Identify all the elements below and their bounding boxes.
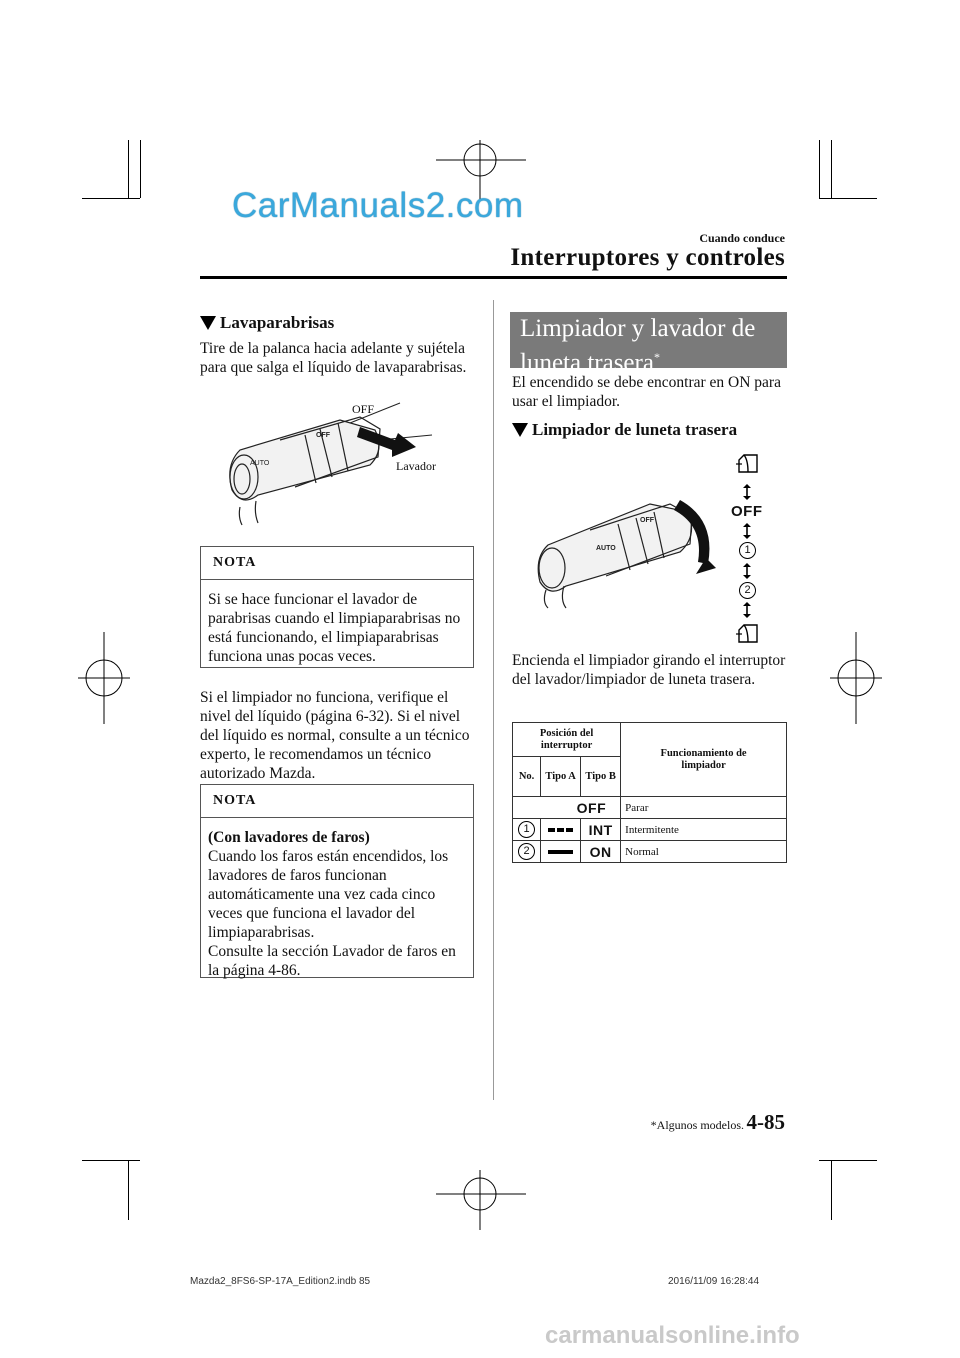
svg-text:OFF: OFF [640, 517, 654, 524]
fluid-check-paragraph: Si el limpiador no funciona, verifique el nivel del líquido (página 6-32). Si el nivel del líquido es normal, consulte a un técnico experto, le recomendamos un técnico autorizado Mazda. [200, 689, 470, 782]
header-no: No. [513, 757, 541, 797]
section-banner-title: Limpiador y lavador de luneta trasera [520, 315, 756, 377]
header-type-b: Tipo B [581, 757, 621, 797]
watermark-top[interactable]: CarManuals2.com [232, 186, 524, 225]
on-symbol: ON [589, 843, 612, 860]
washer-bottom-icon [736, 622, 760, 644]
position-number: 2 [518, 843, 535, 860]
svg-text:OFF: OFF [316, 432, 330, 439]
note-body: Si se hace funcionar el lavador de parabrisas cuando el limpiaparabrisas no está funcionando, el limpiaparabrisas funciona unas pocas veces. [208, 591, 461, 665]
off-symbol: OFF [576, 799, 607, 816]
column-divider [493, 300, 494, 1100]
header-position: Posición del interruptor [513, 723, 621, 757]
note-box-1 [200, 546, 474, 668]
function-cell: Parar [621, 797, 787, 819]
label-washer: Lavador [396, 459, 436, 473]
section-label: Cuando conduce [699, 231, 785, 245]
note-heading: (Con lavadores de faros) [208, 829, 370, 846]
footnote: *Algunos modelos. [650, 1118, 744, 1132]
section-banner-rear-wiper [510, 312, 787, 377]
washer-instructions: Tire de la palanca hacia adelante y sujétela para que salga el líquido de lavaparabrisas. [200, 340, 467, 376]
rear-wiper-lever-illustration [530, 490, 720, 610]
arrow-updown-icon [742, 484, 752, 500]
position-number: 1 [518, 821, 535, 838]
ignition-requirement: El encendido se debe encontrar en ON para usar el limpiador. [512, 374, 781, 410]
table-row [513, 819, 787, 841]
note-title: NOTA [201, 547, 473, 580]
rear-wiper-instructions: Encienda el limpiador girando el interruptor del lavador/limpiador de luneta trasera. [512, 652, 786, 688]
header-type-a: Tipo A [541, 757, 581, 797]
note-title: NOTA [201, 785, 473, 818]
registration-mark-left [78, 632, 130, 724]
subheading-text: Limpiador de luneta trasera [532, 420, 738, 439]
svg-text:AUTO: AUTO [250, 460, 270, 467]
position-1-marker: 1 [739, 542, 756, 559]
header-rule [200, 276, 787, 279]
triangle-bullet-icon [200, 316, 216, 330]
table-row [513, 841, 787, 863]
triangle-bullet-icon [512, 423, 528, 437]
arrow-updown-icon [742, 602, 752, 618]
print-timestamp: 2016/11/09 16:28:44 [668, 1276, 760, 1287]
header-function: Funcionamiento de limpiador [621, 723, 787, 797]
footnote-mark: * [653, 350, 660, 364]
watermark-bottom[interactable]: carmanualsonline.info [545, 1322, 800, 1349]
int-symbol: INT [588, 821, 613, 838]
registration-mark-bottom [436, 1170, 526, 1230]
intermittent-dashes-icon [548, 827, 574, 833]
washer-top-icon [736, 452, 760, 474]
note-body: Cuando los faros están encendidos, los lavadores de faros funcionan automáticamente una vez cada cinco veces que funciona el lavador del limpiaparabrisas. Consulte la sección Lavador de faros en la página 4-86. [208, 848, 456, 979]
table-row [513, 797, 787, 819]
function-cell: Intermitente [621, 819, 787, 841]
subheading-text: Lavaparabrisas [220, 313, 335, 332]
switch-position-table [512, 722, 787, 863]
page-number: 4-85 [746, 1110, 785, 1134]
subheading-washer [200, 313, 334, 333]
file-info: Mazda2_8FS6-SP-17A_Edition2.indb 85 [190, 1276, 371, 1287]
function-cell: Normal [621, 841, 787, 863]
page-title: Interruptores y controles [510, 244, 785, 271]
continuous-bar-icon [548, 849, 574, 855]
registration-mark-right [830, 632, 882, 724]
arrow-updown-icon [742, 563, 752, 579]
position-2-marker: 2 [739, 582, 756, 599]
arrow-updown-icon [742, 523, 752, 539]
svg-text:AUTO: AUTO [596, 545, 616, 552]
note-box-2 [200, 784, 474, 978]
subheading-rear-wiper [512, 420, 737, 440]
label-off: OFF [352, 402, 375, 416]
position-off-label: OFF [731, 503, 763, 520]
